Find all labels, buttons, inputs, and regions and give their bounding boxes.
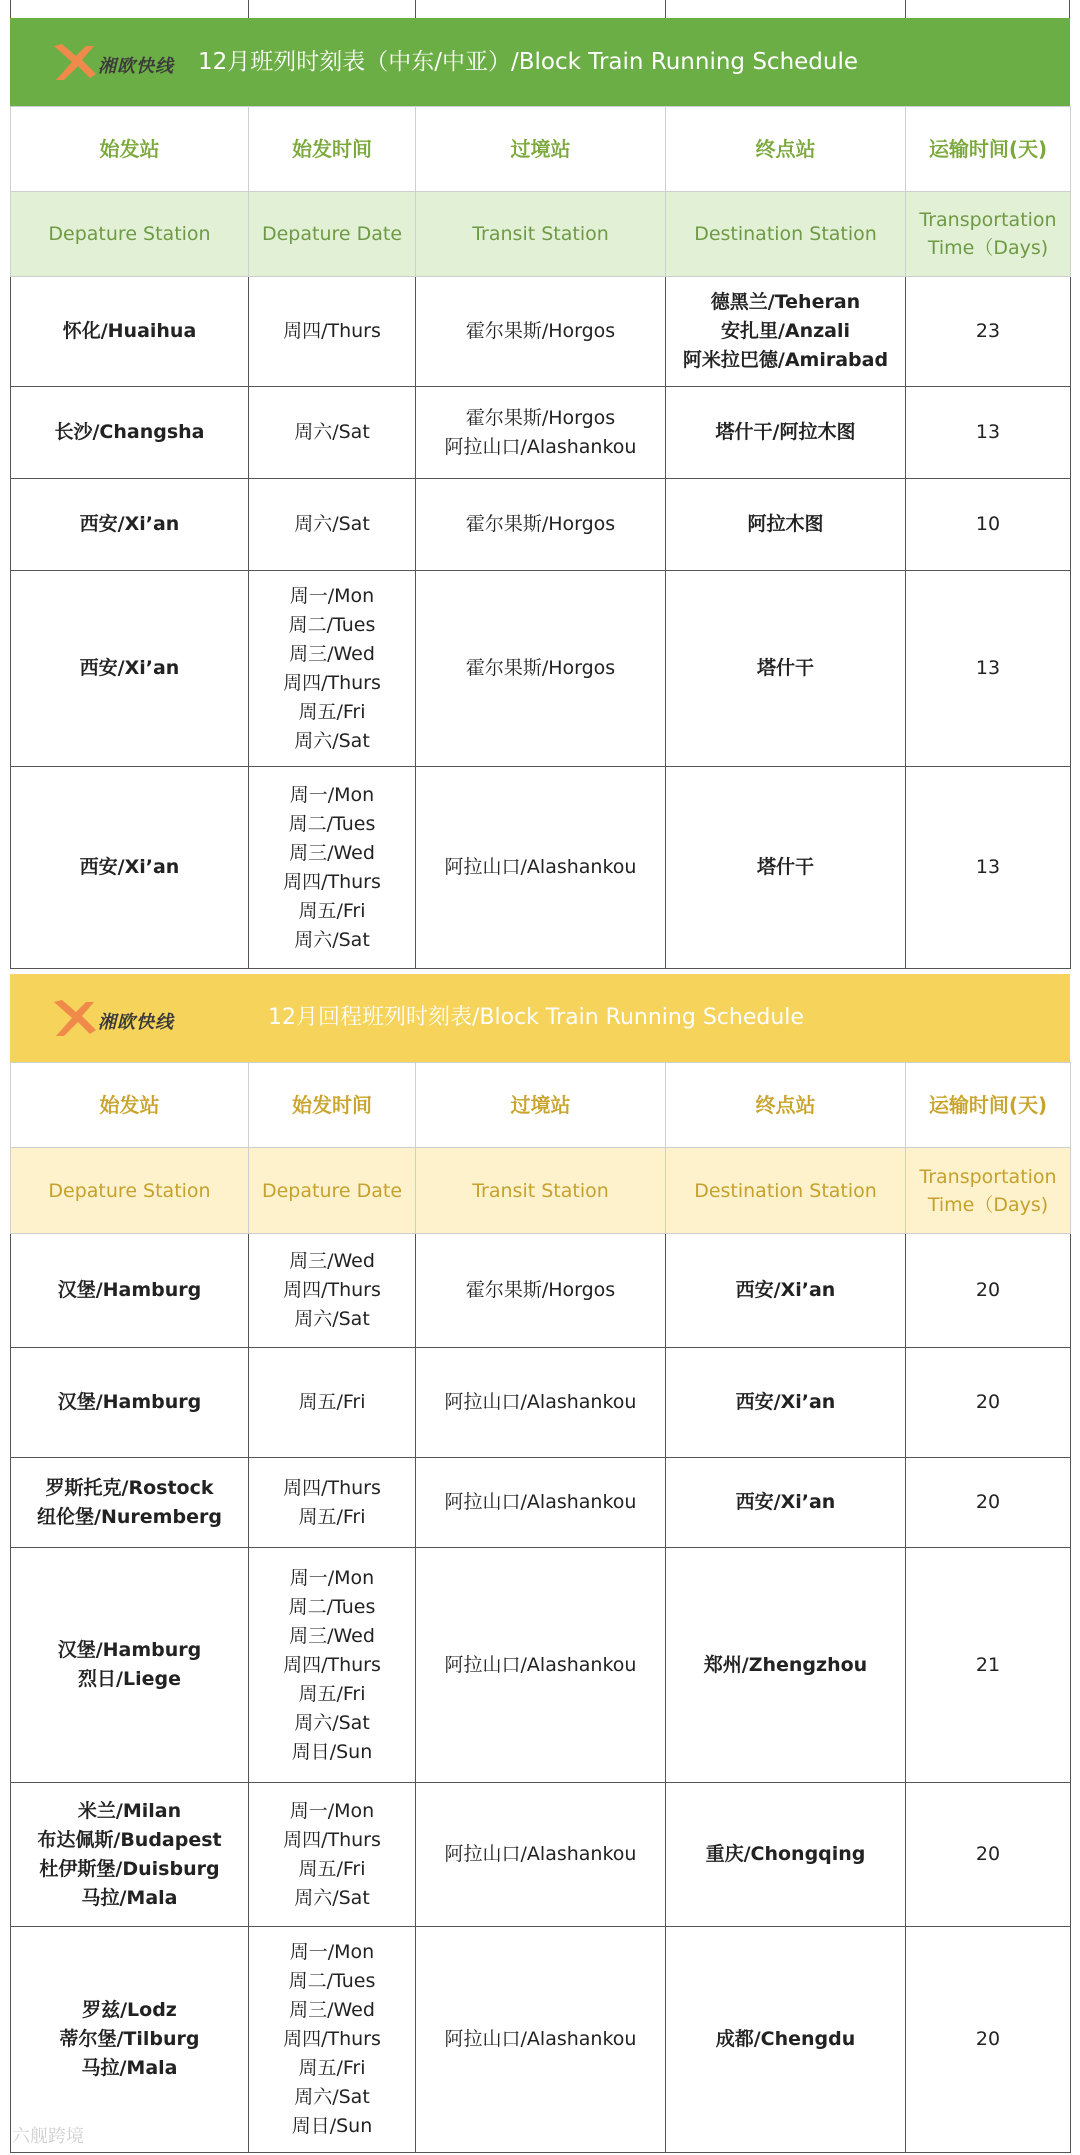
- transit-cell: [416, 1458, 666, 1548]
- origin-cell-line: 布达佩斯/Budapest: [37, 1828, 222, 1851]
- departure-date-cell-line: 周四/Thurs: [283, 1653, 381, 1676]
- departure-date-cell-line: 周四/Thurs: [283, 671, 381, 694]
- destination-cell: [666, 1234, 906, 1348]
- origin-cell: [11, 1348, 249, 1458]
- column-header: 终点站: [666, 1063, 906, 1148]
- destination-cell: [666, 277, 906, 387]
- destination-cell-line: 郑州/Zhengzhou: [703, 1653, 868, 1676]
- departure-date-cell-line: 周三/Wed: [289, 1999, 375, 2021]
- departure-date-cell-line: 周四/Thurs: [283, 2028, 381, 2050]
- outbound-banner: [10, 18, 1070, 106]
- column-header: Destination Station: [666, 192, 906, 277]
- transit-cell-line: 阿拉山口/Alashankou: [444, 856, 637, 878]
- departure-date-cell: [249, 1927, 416, 2153]
- departure-date-cell-line: 周三/Wed: [289, 1624, 375, 1647]
- table-row: [11, 1234, 1071, 1348]
- transit-cell: [416, 1348, 666, 1458]
- departure-date-cell-line: 周二/Tues: [288, 613, 376, 636]
- table-row: [11, 1348, 1071, 1458]
- header-row-cn: [11, 1063, 1071, 1148]
- departure-date-cell-line: 周五/Fri: [298, 700, 366, 723]
- column-header: 过境站: [416, 1063, 666, 1148]
- column-header: 始发时间: [249, 1063, 416, 1148]
- transit-cell-line: 阿拉山口/Alashankou: [444, 1491, 637, 1513]
- destination-cell-line: 西安/Xi’an: [735, 1491, 836, 1513]
- departure-date-cell: [249, 571, 416, 767]
- destination-cell: [666, 1548, 906, 1783]
- origin-cell-line: 烈日/Liege: [78, 1668, 181, 1690]
- origin-cell: [11, 1548, 249, 1783]
- origin-cell-line: 蒂尔堡/Tilburg: [59, 2028, 200, 2050]
- departure-date-cell-line: 周二/Tues: [288, 1595, 376, 1618]
- origin-cell: [11, 1927, 249, 2153]
- logo-text: 湘欧快线: [98, 56, 174, 77]
- departure-date-cell-line: 周四/Thurs: [283, 320, 381, 342]
- origin-cell: [11, 479, 249, 571]
- column-header: 始发站: [11, 1063, 249, 1148]
- destination-cell: [666, 1458, 906, 1548]
- departure-date-cell: [249, 767, 416, 969]
- origin-cell: [11, 387, 249, 479]
- departure-date-cell-line: 周四/Thurs: [283, 1828, 381, 1851]
- destination-cell-line: 德黑兰/Teheran: [710, 291, 861, 313]
- transit-cell-line: 霍尔果斯/Horgos: [465, 513, 616, 535]
- origin-cell-line: 杜伊斯堡/Duisburg: [39, 1857, 220, 1880]
- departure-date-cell-line: 周六/Sat: [294, 928, 370, 951]
- column-header: 终点站: [666, 107, 906, 192]
- departure-date-cell: [249, 479, 416, 571]
- origin-cell-line: 西安/Xi’an: [79, 657, 180, 679]
- outbound-schedule-table: [10, 106, 1071, 969]
- transport-days-cell: 13: [906, 571, 1071, 767]
- transport-days-cell: 10: [906, 479, 1071, 571]
- table-row: [11, 1783, 1071, 1927]
- transit-cell-line: 霍尔果斯/Horgos: [465, 406, 616, 429]
- transit-cell-line: 霍尔果斯/Horgos: [465, 657, 616, 679]
- origin-cell-line: 马拉/Mala: [81, 1886, 178, 1909]
- transit-cell-line: 阿拉山口/Alashankou: [444, 1843, 637, 1865]
- logo: [50, 38, 200, 86]
- transit-cell: [416, 1234, 666, 1348]
- transit-cell-line: 阿拉山口/Alashankou: [444, 1391, 637, 1413]
- destination-cell: [666, 387, 906, 479]
- departure-date-cell-line: 周一/Mon: [289, 1941, 375, 1963]
- transit-cell-line: 霍尔果斯/Horgos: [465, 320, 616, 342]
- origin-cell-line: 怀化/Huaihua: [62, 320, 197, 342]
- transport-days-cell: 20: [906, 1458, 1071, 1548]
- transport-days-cell: 20: [906, 1783, 1071, 1927]
- departure-date-cell-line: 周四/Thurs: [283, 1476, 381, 1499]
- destination-cell: [666, 1927, 906, 2153]
- departure-date-cell-line: 周一/Mon: [289, 1566, 375, 1589]
- column-header: Transit Station: [416, 1148, 666, 1234]
- origin-cell-line: 纽伦堡/Nuremberg: [37, 1505, 222, 1528]
- previous-table-edge: [10, 0, 1070, 18]
- watermark: 六舰跨境: [12, 2126, 84, 2147]
- destination-cell-line: 塔什干: [756, 657, 814, 679]
- transport-days-cell: 23: [906, 277, 1071, 387]
- table-row: [11, 1458, 1071, 1548]
- column-header: 运输时间(天): [906, 1063, 1071, 1148]
- destination-cell: [666, 767, 906, 969]
- column-header: 始发时间: [249, 107, 416, 192]
- logo-x-icon: [50, 994, 98, 1042]
- destination-cell-line: 成都/Chengdu: [715, 2028, 856, 2050]
- origin-cell: [11, 1783, 249, 1927]
- departure-date-cell: [249, 1783, 416, 1927]
- header-row-en: [11, 192, 1071, 277]
- logo: [50, 994, 200, 1042]
- column-header: Depature Date: [249, 1148, 416, 1234]
- origin-cell-line: 汉堡/Hamburg: [57, 1391, 202, 1413]
- table-row: [11, 767, 1071, 969]
- departure-date-cell-line: 周五/Fri: [298, 899, 366, 922]
- origin-cell-line: 长沙/Changsha: [54, 421, 205, 443]
- column-header: 始发站: [11, 107, 249, 192]
- departure-date-cell: [249, 1458, 416, 1548]
- departure-date-cell-line: 周日/Sun: [291, 1740, 373, 1763]
- departure-date-cell-line: 周五/Fri: [298, 1682, 366, 1705]
- transit-cell: [416, 277, 666, 387]
- header-row-en: [11, 1148, 1071, 1234]
- destination-cell-line: 塔什干/阿拉木图: [715, 421, 856, 443]
- transit-cell: [416, 1783, 666, 1927]
- departure-date-cell-line: 周五/Fri: [298, 1857, 366, 1880]
- departure-date-cell-line: 周二/Tues: [288, 1970, 376, 1992]
- destination-cell-line: 阿米拉巴德/Amirabad: [682, 349, 889, 371]
- origin-cell-line: 罗兹/Lodz: [82, 1999, 177, 2021]
- destination-cell: [666, 1348, 906, 1458]
- destination-cell-line: 阿拉木图: [747, 513, 824, 535]
- departure-date-cell-line: 周三/Wed: [289, 1250, 375, 1272]
- departure-date-cell: [249, 1548, 416, 1783]
- departure-date-cell-line: 周四/Thurs: [283, 870, 381, 893]
- origin-cell-line: 西安/Xi’an: [79, 856, 180, 878]
- logo-text: 湘欧快线: [98, 1012, 174, 1033]
- departure-date-cell-line: 周一/Mon: [289, 1799, 375, 1822]
- transit-cell: [416, 479, 666, 571]
- logo-x-icon: [50, 38, 98, 86]
- transit-cell: [416, 767, 666, 969]
- departure-date-cell-line: 周六/Sat: [294, 513, 370, 535]
- column-header: Depature Station: [11, 1148, 249, 1234]
- origin-cell-line: 马拉/Mala: [81, 2057, 178, 2079]
- column-header: Depature Date: [249, 192, 416, 277]
- departure-date-cell-line: 周六/Sat: [294, 2086, 370, 2108]
- transit-cell-line: 霍尔果斯/Horgos: [465, 1279, 616, 1301]
- departure-date-cell-line: 周六/Sat: [294, 729, 370, 752]
- transport-days-cell: 13: [906, 387, 1071, 479]
- destination-cell-line: 西安/Xi’an: [735, 1279, 836, 1301]
- table-row: [11, 387, 1071, 479]
- table-row: [11, 479, 1071, 571]
- departure-date-cell-line: 周六/Sat: [294, 1711, 370, 1734]
- origin-cell: [11, 277, 249, 387]
- departure-date-cell-line: 周六/Sat: [294, 1886, 370, 1909]
- transport-days-cell: 20: [906, 1348, 1071, 1458]
- return-banner: [10, 974, 1070, 1062]
- destination-cell: [666, 571, 906, 767]
- table-row: [11, 1927, 1071, 2153]
- departure-date-cell-line: 周六/Sat: [294, 421, 370, 443]
- departure-date-cell-line: 周四/Thurs: [283, 1279, 381, 1301]
- origin-cell-line: 米兰/Milan: [77, 1799, 182, 1822]
- destination-cell: [666, 479, 906, 571]
- departure-date-cell-line: 周一/Mon: [289, 783, 375, 806]
- origin-cell-line: 西安/Xi’an: [79, 513, 180, 535]
- departure-date-cell-line: 周三/Wed: [289, 841, 375, 864]
- table-row: [11, 571, 1071, 767]
- departure-date-cell-line: 周五/Fri: [298, 1505, 366, 1528]
- departure-date-cell: [249, 1234, 416, 1348]
- origin-cell-line: 罗斯托克/Rostock: [45, 1476, 214, 1499]
- departure-date-cell: [249, 1348, 416, 1458]
- transport-days-cell: 20: [906, 1927, 1071, 2153]
- departure-date-cell-line: 周五/Fri: [298, 2057, 366, 2079]
- column-header: Transportation Time（Days): [906, 192, 1071, 277]
- origin-cell: [11, 767, 249, 969]
- departure-date-cell-line: 周五/Fri: [298, 1391, 366, 1413]
- departure-date-cell-line: 周六/Sat: [294, 1308, 370, 1330]
- column-header: 过境站: [416, 107, 666, 192]
- outbound-title: 12月班列时刻表（中东/中亚）/Block Train Running Schedule: [198, 49, 859, 75]
- column-header: Destination Station: [666, 1148, 906, 1234]
- column-header: Transportation Time（Days): [906, 1148, 1071, 1234]
- transit-cell: [416, 1548, 666, 1783]
- origin-cell: [11, 1234, 249, 1348]
- departure-date-cell: [249, 277, 416, 387]
- origin-cell-line: 汉堡/Hamburg: [57, 1639, 202, 1661]
- departure-date-cell: [249, 387, 416, 479]
- transport-days-cell: 20: [906, 1234, 1071, 1348]
- transit-cell-line: 阿拉山口/Alashankou: [444, 435, 637, 458]
- destination-cell: [666, 1783, 906, 1927]
- destination-cell-line: 重庆/Chongqing: [705, 1843, 866, 1865]
- column-header: Transit Station: [416, 192, 666, 277]
- transit-cell-line: 阿拉山口/Alashankou: [444, 2028, 637, 2050]
- table-row: [11, 277, 1071, 387]
- origin-cell: [11, 571, 249, 767]
- departure-date-cell-line: 周二/Tues: [288, 812, 376, 835]
- return-schedule-table: [10, 1062, 1071, 2153]
- destination-cell-line: 西安/Xi’an: [735, 1391, 836, 1413]
- transit-cell: [416, 387, 666, 479]
- destination-cell-line: 安扎里/Anzali: [720, 320, 851, 342]
- transport-days-cell: 13: [906, 767, 1071, 969]
- table-row: [11, 1548, 1071, 1783]
- column-header: 运输时间(天): [906, 107, 1071, 192]
- destination-cell-line: 塔什干: [756, 856, 814, 878]
- departure-date-cell-line: 周三/Wed: [289, 642, 375, 665]
- column-header: Depature Station: [11, 192, 249, 277]
- header-row-cn: [11, 107, 1071, 192]
- transit-cell-line: 阿拉山口/Alashankou: [444, 1653, 637, 1676]
- transit-cell: [416, 1927, 666, 2153]
- departure-date-cell-line: 周日/Sun: [291, 2115, 373, 2137]
- origin-cell: [11, 1458, 249, 1548]
- departure-date-cell-line: 周一/Mon: [289, 584, 375, 607]
- origin-cell-line: 汉堡/Hamburg: [57, 1279, 202, 1301]
- return-title: 12月回程班列时刻表/Block Train Running Schedule: [268, 1005, 804, 1030]
- transport-days-cell: 21: [906, 1548, 1071, 1783]
- transit-cell: [416, 571, 666, 767]
